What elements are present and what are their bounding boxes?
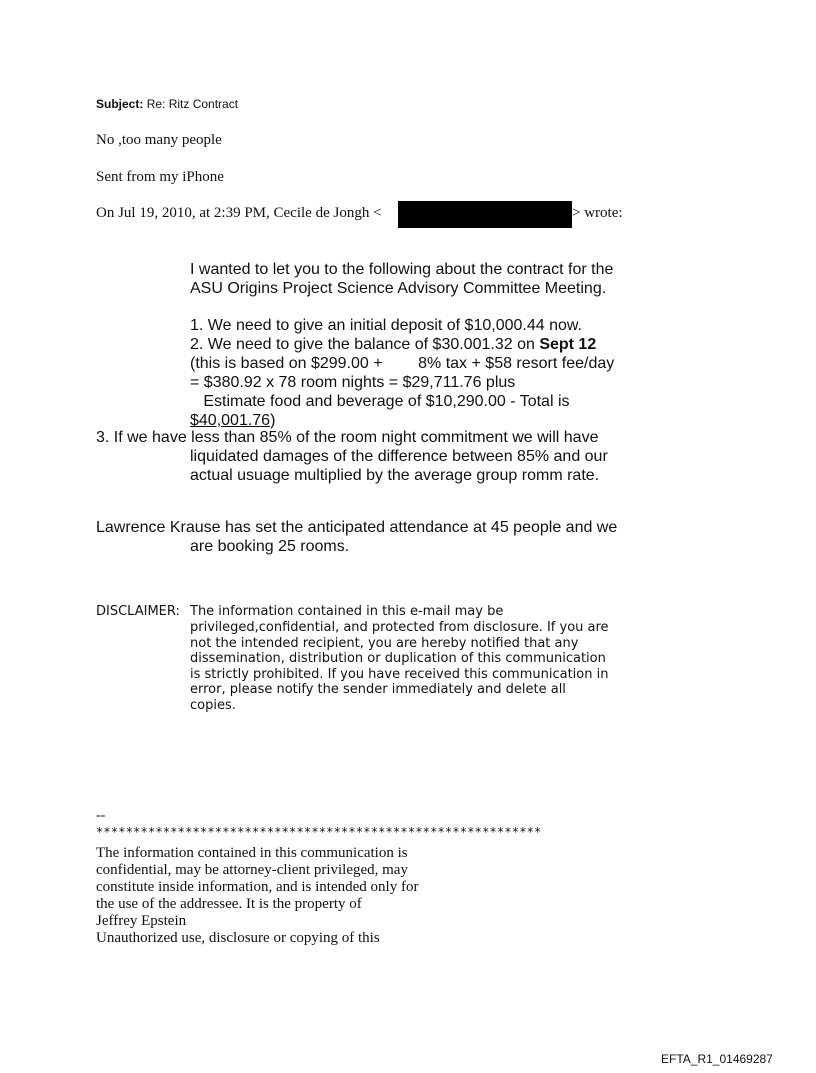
footer-line: The information contained in this communication is bbox=[96, 845, 408, 861]
footer-line: the use of the addressee. It is the property of bbox=[96, 896, 362, 912]
footer-line: constitute inside information, and is intended only for bbox=[96, 879, 419, 895]
quote-header-suffix: > wrote: bbox=[572, 205, 623, 221]
redaction-block bbox=[398, 201, 572, 228]
intro-line: ASU Origins Project Science Advisory Committee Meeting. bbox=[190, 280, 607, 297]
list-item-3: 3. If we have less than 85% of the room night commitment we will have bbox=[96, 429, 599, 446]
footer-line: Jeffrey Epstein bbox=[96, 913, 187, 929]
item2-date: Sept 12 bbox=[539, 336, 597, 353]
item2-close: ) bbox=[270, 412, 276, 429]
item2-detail-line: = $380.92 x 78 room nights = $29,711.76 plus bbox=[190, 374, 516, 391]
disclaimer-line: dissemination, distribution or duplication of this communication bbox=[190, 651, 606, 666]
footer-separator-dashes: -- bbox=[96, 808, 106, 823]
intro-line: I wanted to let you to the following about the contract for the bbox=[190, 261, 614, 278]
footer-separator-stars: ************************************************************ bbox=[96, 825, 542, 839]
item3-line: actual usuage multiplied by the average group romm rate. bbox=[190, 467, 600, 484]
disclaimer-label: DISCLAIMER: bbox=[96, 604, 180, 619]
reply-text: No ,too many people bbox=[96, 132, 222, 148]
list-item-1: 1. We need to give an initial deposit of $10,000.44 now. bbox=[190, 317, 582, 334]
footer-line: Unauthorized use, disclosure or copying of this bbox=[96, 930, 380, 946]
item2-detail-line: (this is based on $299.00 + 8% tax + $58 resort fee/day bbox=[190, 355, 615, 372]
disclaimer-body bbox=[190, 620, 609, 713]
sent-from-signature: Sent from my iPhone bbox=[96, 169, 224, 185]
subject-label: Subject: bbox=[96, 97, 144, 111]
disclaimer-line: error, please notify the sender immediately and delete all bbox=[190, 682, 566, 697]
footer-line: confidential, may be attorney-client privileged, may bbox=[96, 862, 408, 878]
subject-value: Re: Ritz Contract bbox=[146, 97, 239, 111]
item2-prefix: 2. We need to give the balance of $30.001.32 on bbox=[190, 336, 540, 353]
attendance-line: Lawrence Krause has set the anticipated attendance at 45 people and we bbox=[96, 519, 618, 536]
subject-line bbox=[96, 97, 238, 111]
footer-notice bbox=[96, 845, 418, 947]
item3-line: liquidated damages of the difference between 85% and our bbox=[190, 448, 608, 465]
disclaimer-line: copies. bbox=[190, 697, 236, 713]
quote-header-prefix: On Jul 19, 2010, at 2:39 PM, Cecile de Jongh < bbox=[96, 205, 382, 221]
item2-total: $40,001.76 bbox=[190, 412, 271, 429]
quoted-intro bbox=[190, 260, 613, 298]
disclaimer-line: privileged,confidential, and protected from disclosure. If you are bbox=[190, 620, 609, 635]
list-item-3-continued bbox=[190, 447, 608, 485]
disclaimer-line: not the intended recipient, you are hereby notified that any bbox=[190, 635, 579, 651]
disclaimer-first-line: The information contained in this e-mail may be bbox=[190, 604, 504, 619]
quoted-list bbox=[190, 316, 614, 430]
disclaimer-line: is strictly prohibited. If you have received this communication in bbox=[190, 666, 609, 682]
document-id: EFTA_R1_01469287 bbox=[661, 1052, 773, 1066]
list-item-2 bbox=[190, 335, 614, 354]
attendance-line-continued: are booking 25 rooms. bbox=[190, 538, 350, 555]
item2-detail-line: Estimate food and beverage of $10,290.00 - Total is bbox=[190, 393, 570, 410]
